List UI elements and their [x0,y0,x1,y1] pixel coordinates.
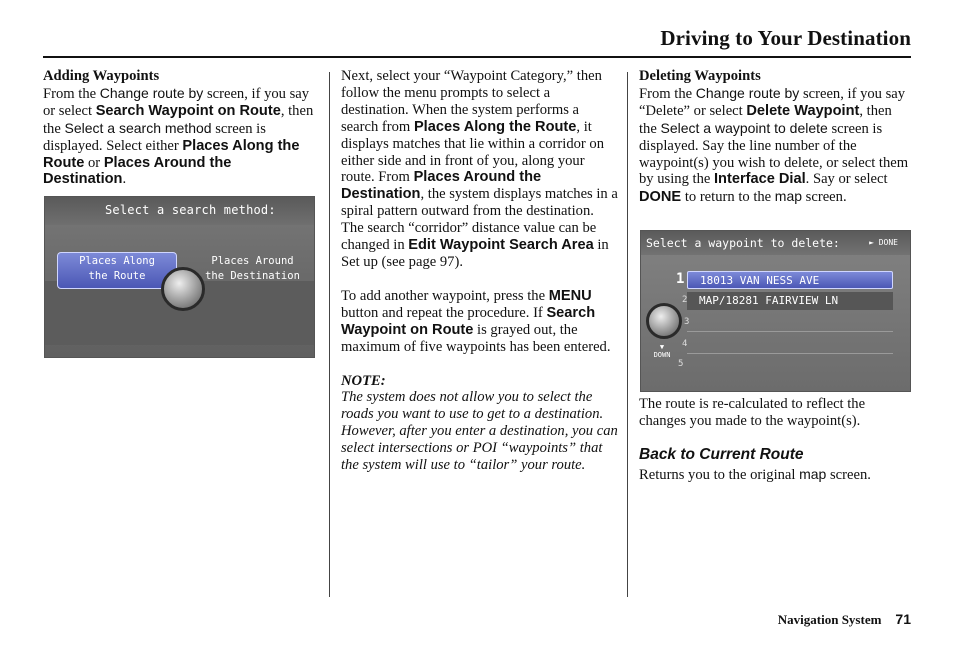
section-heading: Adding Waypoints [43,68,160,84]
column-divider [627,72,628,597]
row-number: 2 [682,295,688,305]
text-run: Next, select your “Waypoint Category,” then follow the menu prompts to select a destination. When the system performs a search from [341,68,602,135]
text-run: Interface Dial [714,171,806,188]
text-run: From the [639,85,696,102]
section-heading: Deleting Waypoints [639,68,761,84]
text-run: Places Along the Route [43,137,300,171]
paragraph [341,288,619,356]
row-number: 4 [682,339,688,349]
text-run: Search Waypoint on Route [341,304,596,338]
text-run: , then the [639,102,892,137]
text-run: Delete Waypoint [746,102,860,119]
option-label: the Route [88,270,146,282]
text-run: Places Along the Route [413,118,577,135]
option-label: Places Around [211,255,294,267]
screen-title: Select a search method: [105,203,276,217]
row-number: 1 [676,271,685,287]
text-run: Edit Waypoint Search Area [408,237,594,254]
text-run: Select a search method [64,119,212,136]
paragraph [639,466,911,484]
interface-dial-icon [161,267,205,311]
down-label: ▼ DOWN [653,343,671,359]
text-run: , the system displays matches in a spiral pattern outward from the destination. The search “corridor” distance value can be changed in [341,186,618,254]
search-method-screenshot [44,196,315,358]
text-run: Places Around the Destination [341,169,542,203]
text-run: or [84,154,104,171]
option-label: Places Along [79,255,155,267]
text-run: . Say or select [805,171,888,188]
text-run: To add another waypoint, press the [341,287,549,304]
page-title: Driving to Your Destination [660,26,911,50]
text-run: Change route by [99,84,204,101]
empty-row [687,331,893,332]
text-run: MENU [548,287,592,304]
text-run: Returns you to the original [639,466,800,483]
interface-dial-icon [646,303,682,339]
footer-label: Navigation System [777,612,882,627]
column-divider [329,72,330,597]
waypoint-row: MAP/18281 FAIRVIEW LN [687,292,893,310]
text-run: in Set up (see page 97). [341,237,609,270]
row-number: 5 [678,359,684,369]
page-number: 71 [895,611,911,627]
paragraph [43,85,315,188]
text-run: screen is displayed. Say the line number of the waypoint(s) you wish to delete, or select them by using the [639,120,909,188]
paragraph: The route is re-calculated to reflect the changes you made to the waypoint(s). [639,396,866,430]
text-run: , it displays matches that lie within a corridor on either side and in front of you, along your route. From [341,118,605,186]
text-run: Search Waypoint on Route [95,102,281,119]
column-2 [341,68,619,474]
text-run: is grayed out, the maximum of five waypoints has been entered. [341,321,611,355]
text-run: screen. [802,189,847,206]
text-run: Places Around the Destination [43,154,232,188]
places-around-destination-option [205,254,300,288]
text-run: , then the [43,102,314,137]
text-run: screen is displayed. Select either [43,120,266,154]
text-run: Change route by [695,84,800,101]
row-number: 3 [684,317,690,327]
screen-title: Select a waypoint to delete: [646,236,840,250]
text-run: map [799,465,827,482]
paragraph [639,85,911,206]
text-run: screen, if you say “Delete” or select [639,85,906,119]
delete-waypoint-screenshot [640,230,911,392]
page-footer [778,611,911,628]
waypoint-row: 18013 VAN NESS AVE [687,271,893,289]
text-run: Select a waypoint to delete [660,119,828,136]
empty-row [687,353,893,354]
note-text: The system does not allow you to select the roads you want to use to get to a destination. However, after you enter a destination, you can select intersections or POI “waypoints” that the system will use to “tailor” your route. [341,389,618,474]
done-label: ► DONE [869,238,898,247]
text-run: button and repeat the procedure. If [341,304,547,321]
text-run: From the [43,85,100,102]
subheading: Back to Current Route [639,446,804,464]
column-1 [43,68,315,188]
down-text: DOWN [653,351,671,359]
places-along-route-option [57,252,177,289]
text-run: map [774,188,803,205]
text-run: screen. [826,466,871,483]
paragraph [341,68,619,271]
text-run: to return to the [681,189,775,206]
header-rule [43,56,911,58]
text-run: screen, if you say or select [43,85,310,119]
note-heading: NOTE: [341,372,386,389]
text-run: . [122,171,127,188]
option-label: the Destination [205,270,300,282]
text-run: DONE [639,189,682,206]
